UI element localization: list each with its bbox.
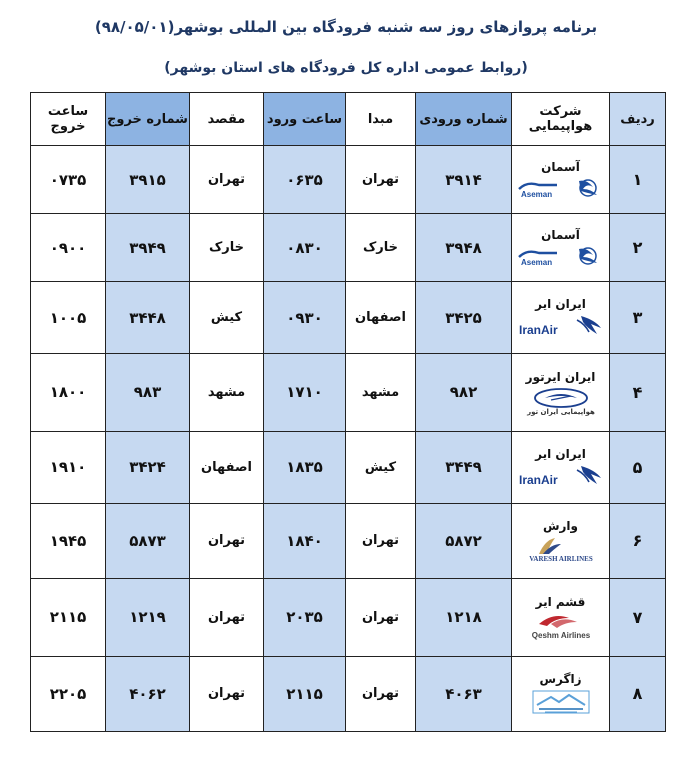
- airline-cell: [512, 503, 610, 578]
- destination: مشهد: [190, 353, 264, 431]
- airline-name: ایران ایر: [535, 446, 586, 461]
- origin: تهران: [346, 656, 416, 731]
- aseman-logo-text: Aseman: [520, 190, 552, 200]
- departure-time: ۲۲۰۵: [31, 656, 106, 731]
- destination: کیش: [190, 282, 264, 354]
- departure-time: ۱۰۰۵: [31, 282, 106, 354]
- departure-number: ۳۹۴۹: [106, 214, 190, 282]
- origin: مشهد: [346, 353, 416, 431]
- arrival-time: ۰۶۳۵: [264, 146, 346, 214]
- qeshm-logo-text: Qeshm Airlines: [531, 630, 590, 640]
- airline-cell: [512, 656, 610, 731]
- origin: تهران: [346, 578, 416, 656]
- airline-name: وارش: [542, 519, 579, 534]
- destination: تهران: [190, 578, 264, 656]
- destination: تهران: [190, 503, 264, 578]
- row-number: ۲: [610, 214, 666, 282]
- iranairtour-logo-text: هواپیمایی ایران تور: [526, 407, 595, 416]
- origin: تهران: [346, 146, 416, 214]
- departure-number: ۵۸۷۳: [106, 503, 190, 578]
- arrival-number: ۱۲۱۸: [416, 578, 512, 656]
- varesh-logo-text: VARESH AIRLINES: [528, 555, 593, 564]
- arrival-number: ۳۴۲۵: [416, 282, 512, 354]
- airline-name: ایران ایر: [535, 297, 586, 312]
- departure-time: ۰۷۳۵: [31, 146, 106, 214]
- airline-name: قشم ایر: [535, 594, 586, 609]
- header-departure-time: ساعت خروج: [31, 93, 106, 146]
- row-number: ۱: [610, 146, 666, 214]
- arrival-number: ۹۸۲: [416, 353, 512, 431]
- arrival-time: ۲۰۳۵: [264, 578, 346, 656]
- airline-name: زاگرس: [539, 672, 582, 687]
- origin: خارک: [346, 214, 416, 282]
- iranairtour-logo: [526, 387, 595, 416]
- airline-name: ایران ایرتور: [525, 369, 596, 384]
- destination: تهران: [190, 656, 264, 731]
- origin: تهران: [346, 503, 416, 578]
- page-title: برنامه پروازهای روز سه شنبه فرودگاه بین المللی بوشهر(۹۸/۰۵/۰۱): [94, 18, 598, 36]
- arrival-time: ۰۸۳۰: [264, 214, 346, 282]
- row-number: ۴: [610, 353, 666, 431]
- page-subtitle: (روابط عمومی اداره کل فرودگاه های استان بوشهر): [164, 60, 528, 76]
- airline-name: آسمان: [541, 160, 580, 175]
- destination: اصفهان: [190, 432, 264, 504]
- departure-number: ۳۴۴۸: [106, 282, 190, 354]
- airline-cell: [512, 214, 610, 282]
- airline-cell: [512, 578, 610, 656]
- arrival-number: ۳۹۴۸: [416, 214, 512, 282]
- table-row: [31, 282, 666, 354]
- iranair-logo: [517, 314, 605, 338]
- iranair-logo-text: IranAir: [518, 323, 558, 338]
- table-row: [31, 432, 666, 504]
- departure-time: ۰۹۰۰: [31, 214, 106, 282]
- departure-number: ۳۴۲۴: [106, 432, 190, 504]
- qeshm-logo: [529, 612, 593, 640]
- aseman-logo: [517, 245, 605, 267]
- arrival-number: ۵۸۷۲: [416, 503, 512, 578]
- table-row: [31, 656, 666, 731]
- arrival-time: ۱۸۳۵: [264, 432, 346, 504]
- iranair-logo: [517, 464, 605, 488]
- header-arrival-number: شماره ورودی: [416, 93, 512, 146]
- aseman-logo-text: Aseman: [520, 258, 552, 268]
- airline-cell: [512, 353, 610, 431]
- row-number: ۶: [610, 503, 666, 578]
- zagros-logo: [529, 689, 593, 715]
- airline-cell: [512, 282, 610, 354]
- arrival-number: ۳۴۴۹: [416, 432, 512, 504]
- origin: کیش: [346, 432, 416, 504]
- departure-number: ۳۹۱۵: [106, 146, 190, 214]
- arrival-number: ۴۰۶۳: [416, 656, 512, 731]
- airline-cell: [512, 432, 610, 504]
- table-row: [31, 353, 666, 431]
- header-departure-number: شماره خروج: [106, 93, 190, 146]
- departure-time: ۱۹۴۵: [31, 503, 106, 578]
- destination: تهران: [190, 146, 264, 214]
- arrival-time: ۲۱۱۵: [264, 656, 346, 731]
- arrival-time: ۱۸۴۰: [264, 503, 346, 578]
- origin: اصفهان: [346, 282, 416, 354]
- departure-number: ۹۸۳: [106, 353, 190, 431]
- header-destination: مقصد: [190, 93, 264, 146]
- airline-name: آسمان: [541, 228, 580, 243]
- departure-number: ۱۲۱۹: [106, 578, 190, 656]
- departure-time: ۱۹۱۰: [31, 432, 106, 504]
- header-row-number: ردیف: [610, 93, 666, 146]
- header-airline: شرکت هواپیمایی: [512, 93, 610, 146]
- row-number: ۷: [610, 578, 666, 656]
- departure-time: ۲۱۱۵: [31, 578, 106, 656]
- table-row: [31, 578, 666, 656]
- arrival-time: ۱۷۱۰: [264, 353, 346, 431]
- flight-schedule-table: [30, 92, 666, 732]
- table-header-row: [31, 93, 666, 146]
- varesh-logo: [519, 536, 603, 562]
- row-number: ۳: [610, 282, 666, 354]
- arrival-time: ۰۹۳۰: [264, 282, 346, 354]
- table-row: [31, 214, 666, 282]
- table-row: [31, 146, 666, 214]
- arrival-number: ۳۹۱۴: [416, 146, 512, 214]
- aseman-logo: [517, 177, 605, 199]
- departure-time: ۱۸۰۰: [31, 353, 106, 431]
- header-arrival-time: ساعت ورود: [264, 93, 346, 146]
- airline-cell: [512, 146, 610, 214]
- row-number: ۵: [610, 432, 666, 504]
- departure-number: ۴۰۶۲: [106, 656, 190, 731]
- header-origin: مبدا: [346, 93, 416, 146]
- iranair-logo-text: IranAir: [518, 472, 558, 487]
- destination: خارک: [190, 214, 264, 282]
- row-number: ۸: [610, 656, 666, 731]
- table-row: [31, 503, 666, 578]
